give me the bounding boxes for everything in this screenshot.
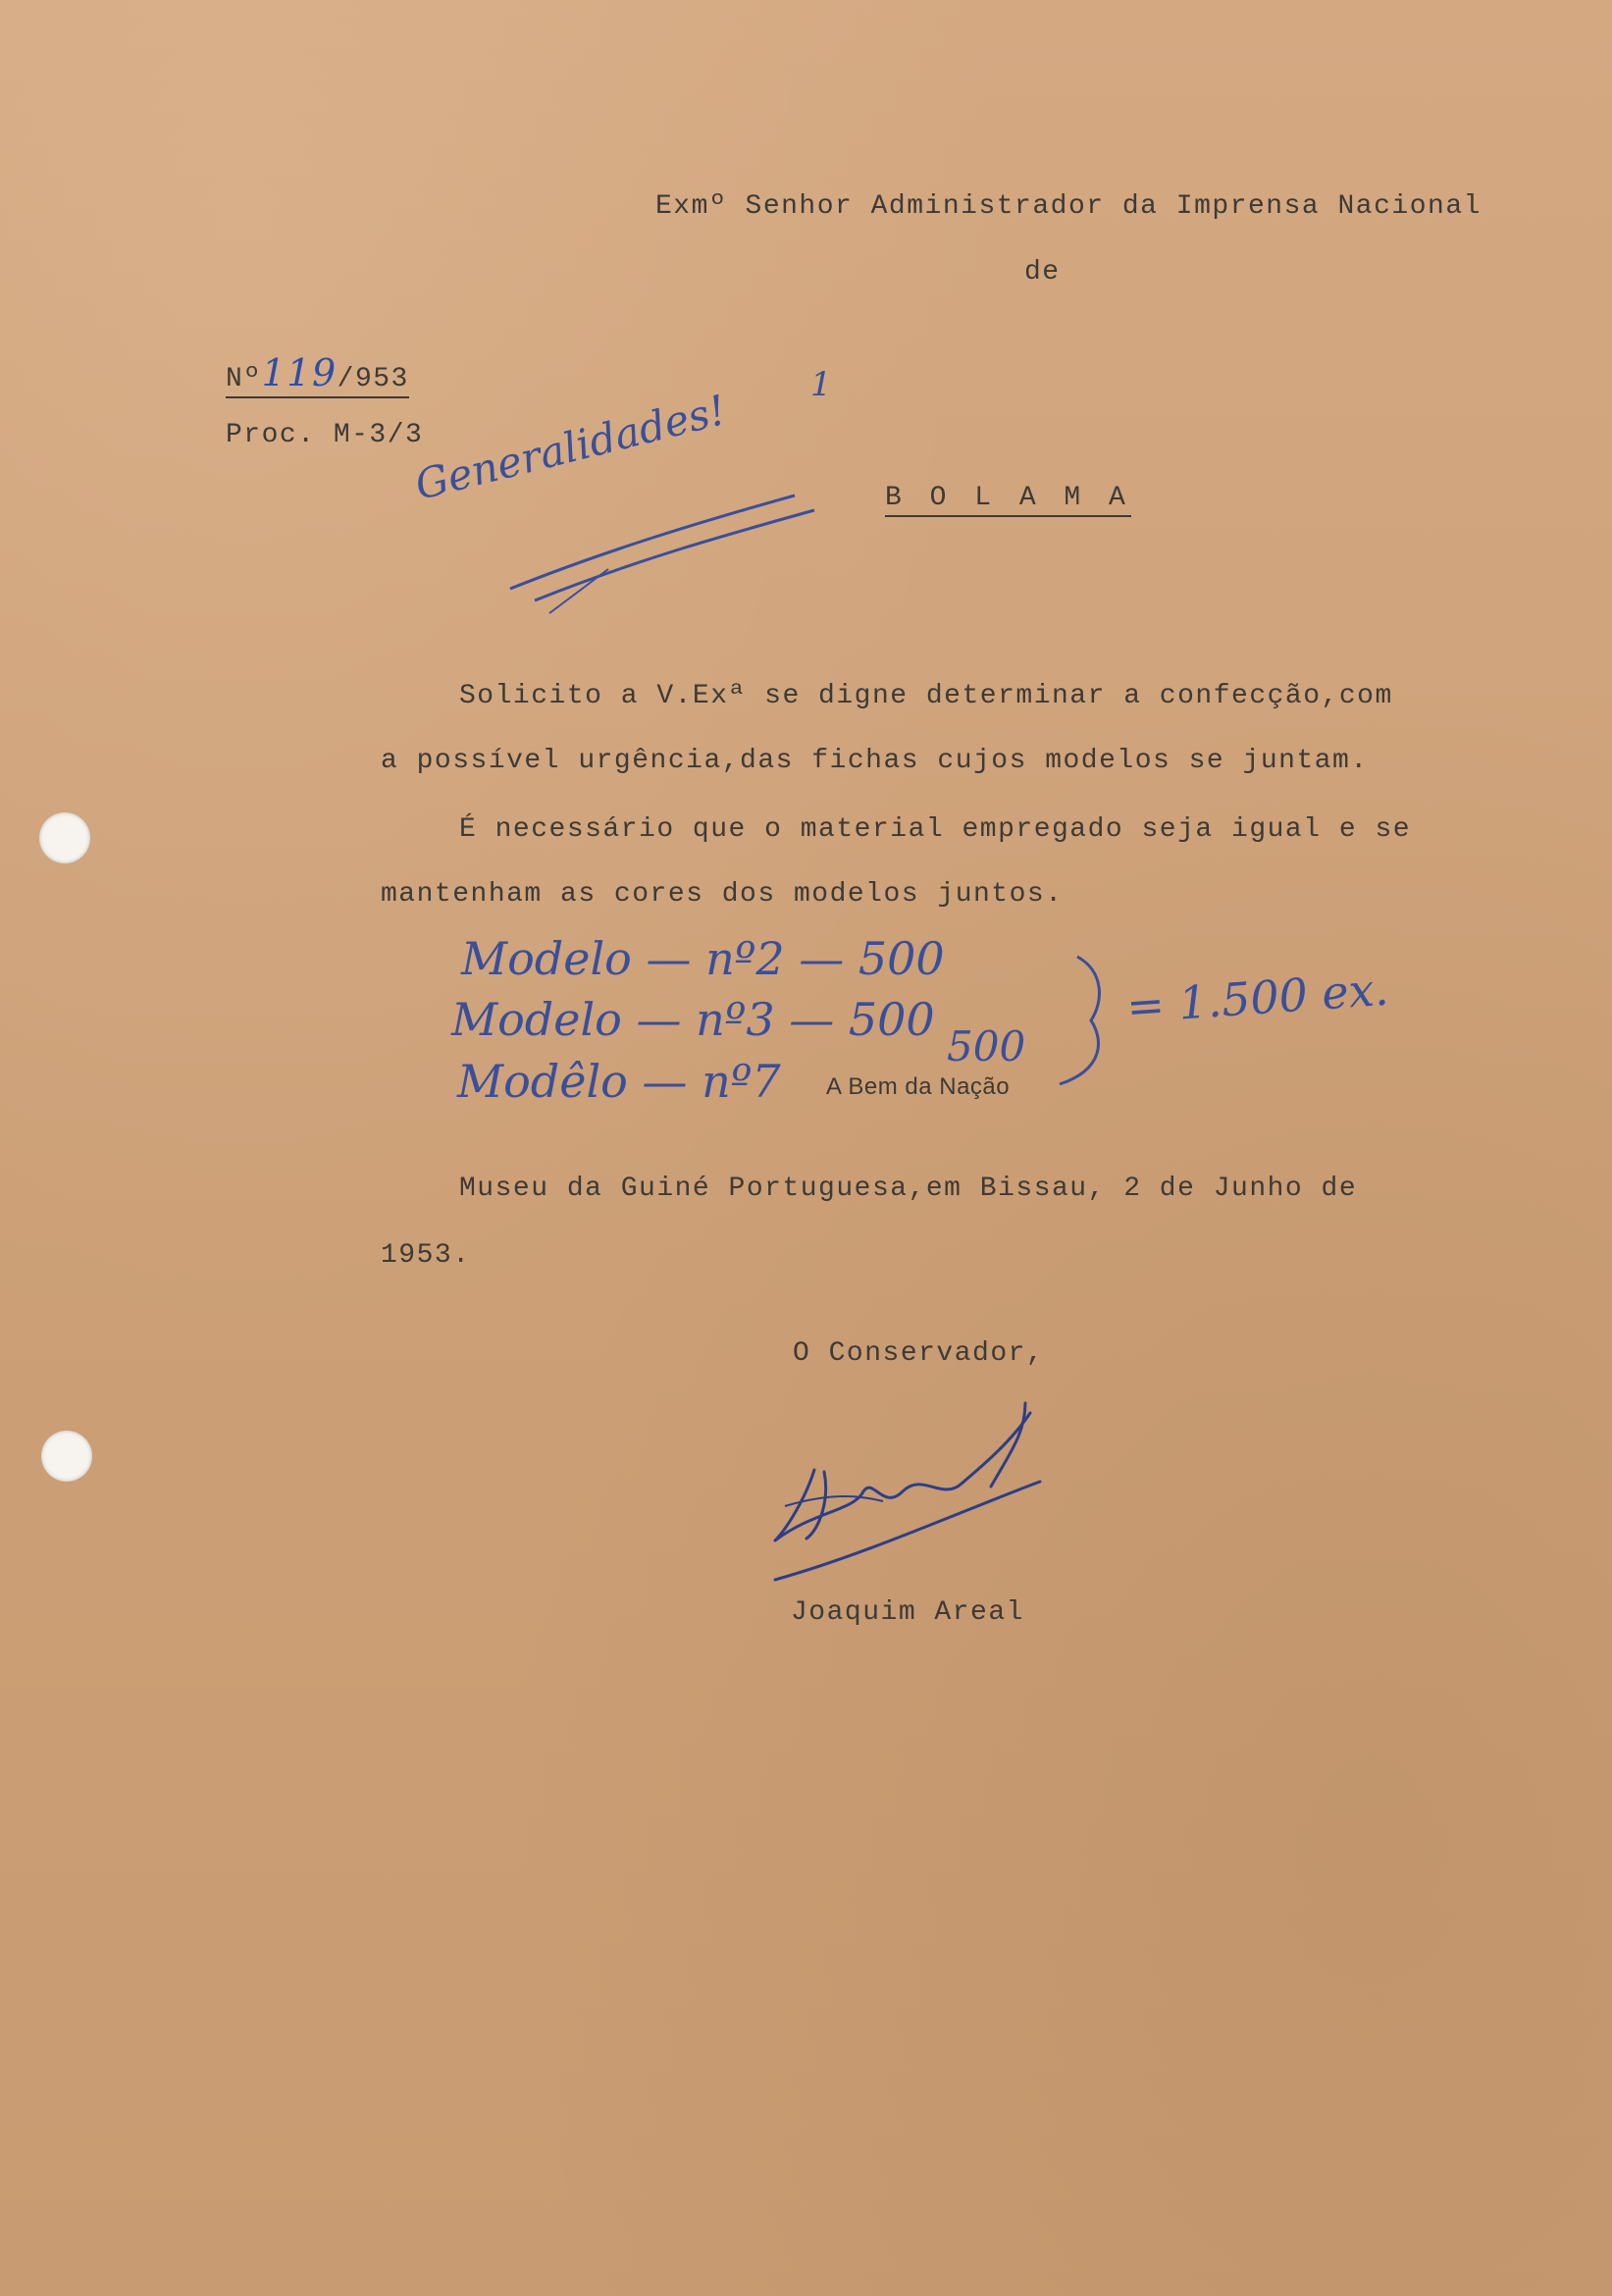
body-line-2: a possível urgência,das fichas cujos modelos se juntam. [381, 746, 1369, 776]
handwritten-annotation: Generalidades! [410, 385, 731, 509]
order-total: = 1.500 ex. [1124, 962, 1390, 1034]
order-row-3-quantity: 500 [947, 1022, 1026, 1070]
body-line-3: É necessário que o material empregado seja igual e se [459, 814, 1412, 845]
closing-salutation: A Bem da Nação [826, 1073, 1011, 1100]
body-line-1: Solicito a V.Exª se digne determinar a confecção,com [459, 681, 1393, 711]
order-row-3: Modêlo — nº7 [457, 1055, 781, 1108]
body-line-4: mantenham as cores dos modelos juntos. [381, 879, 1064, 910]
process-reference: Proc. M-3/3 [226, 420, 424, 450]
place-date-line-2: 1953. [381, 1240, 471, 1271]
signatory-role: O Conservador, [793, 1338, 1045, 1369]
addressee-de: de [1024, 257, 1061, 287]
place-date-line-1: Museu da Guiné Portuguesa,em Bissau, 2 de Junho de [459, 1174, 1358, 1204]
addressee-city: B O L A M A [885, 483, 1131, 517]
reference-number-suffix: /953 [337, 364, 409, 394]
order-row-1: Modelo — nº2 — 500 [461, 932, 945, 985]
handwritten-mark: 1 [810, 365, 832, 404]
reference-number-handwritten: 119 [261, 351, 338, 394]
signatory-name: Joaquim Areal [791, 1597, 1024, 1628]
order-row-2: Modelo — nº3 — 500 [451, 993, 935, 1046]
reference-number-prefix: Nº [226, 364, 262, 394]
addressee-line: Exmº Senhor Administrador da Imprensa Nacional [655, 191, 1482, 222]
